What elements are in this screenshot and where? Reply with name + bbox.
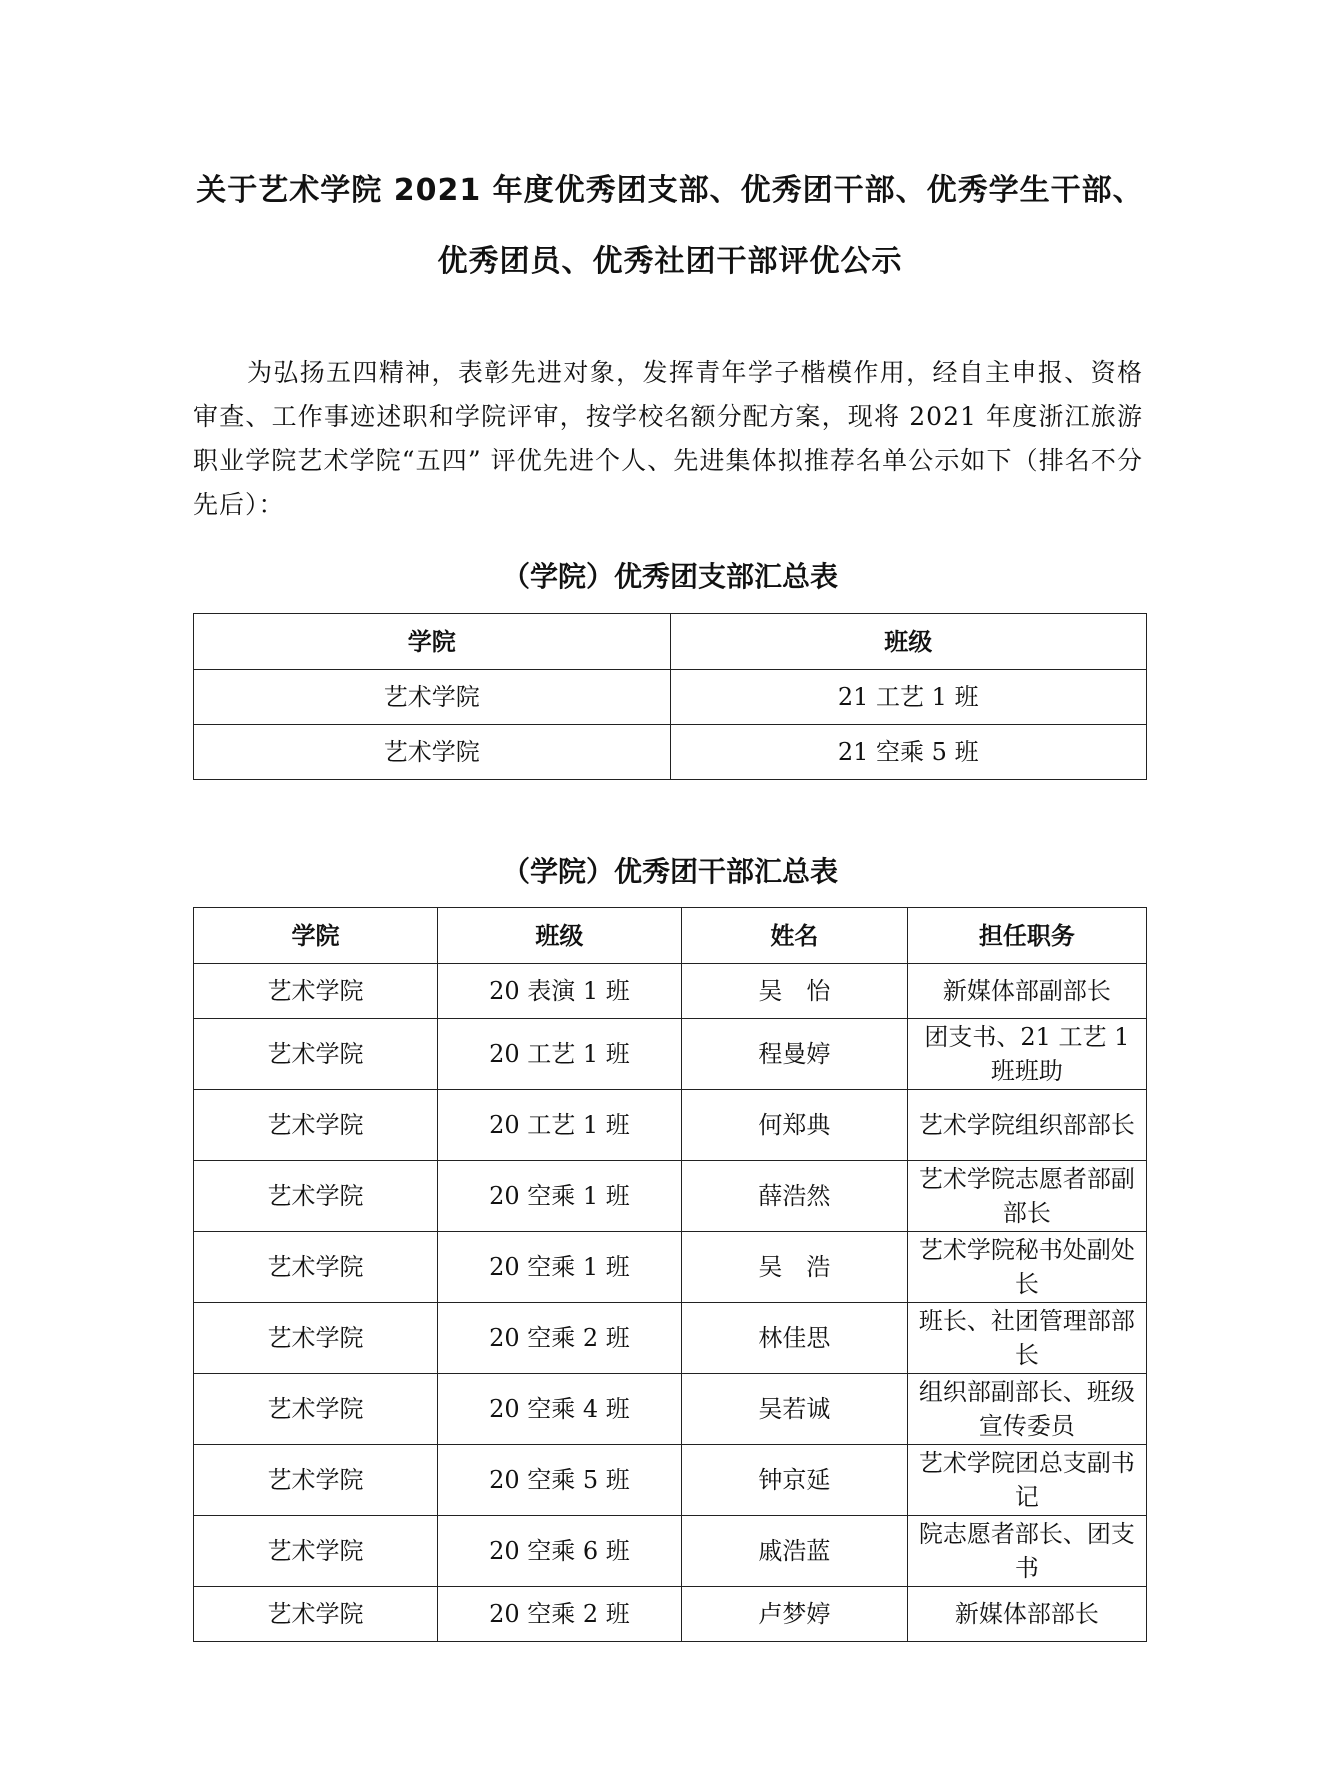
- cell-position: 班长、社团管理部部长: [907, 1303, 1146, 1374]
- table-row: [194, 725, 1147, 780]
- cell-college: 艺术学院: [194, 725, 671, 780]
- table-header-row: [194, 908, 1147, 964]
- cell-class: 20 工艺 1 班: [437, 1090, 681, 1161]
- table-row: [194, 1516, 1147, 1587]
- column-header-college: 学院: [194, 614, 671, 670]
- cell-position: 院志愿者部长、团支书: [907, 1516, 1146, 1587]
- cell-college: 艺术学院: [194, 1374, 438, 1445]
- cell-college: 艺术学院: [194, 1090, 438, 1161]
- cell-college: 艺术学院: [194, 1445, 438, 1516]
- branch-table-heading: （学院）优秀团支部汇总表: [501, 560, 838, 593]
- table-row: [194, 1374, 1147, 1445]
- intro-paragraph: 为弘扬五四精神，表彰先进对象，发挥青年学子楷模作用，经自主申报、资格审查、工作事迹述职和学院评审，按学校名额分配方案，现将 2021 年度浙江旅游职业学院艺术学院“五四” 评优先进个人、先进集体拟推荐名单公示如下（排名不分先后）：: [193, 358, 1143, 519]
- document-title-line-1: 关于艺术学院 2021 年度优秀团支部、优秀团干部、优秀学生干部、: [196, 173, 1144, 208]
- table-header-row: [194, 614, 1147, 670]
- table-row: [194, 1090, 1147, 1161]
- table-row: [194, 1445, 1147, 1516]
- cell-position: 团支书、21 工艺 1 班班助: [907, 1019, 1146, 1090]
- table-row: [194, 1019, 1147, 1090]
- cell-class: 21 空乘 5 班: [670, 725, 1147, 780]
- column-header-position: 担任职务: [907, 908, 1146, 964]
- cell-position: 艺术学院组织部部长: [907, 1090, 1146, 1161]
- cell-position: 艺术学院志愿者部副部长: [907, 1161, 1146, 1232]
- column-header-college: 学院: [194, 908, 438, 964]
- cell-class: 20 空乘 2 班: [437, 1587, 681, 1642]
- cell-class: 20 空乘 1 班: [437, 1161, 681, 1232]
- cell-class: 21 工艺 1 班: [670, 670, 1147, 725]
- cell-class: 20 空乘 1 班: [437, 1232, 681, 1303]
- cell-position: 艺术学院团总支副书记: [907, 1445, 1146, 1516]
- cell-name: 戚浩蓝: [681, 1516, 907, 1587]
- cell-college: 艺术学院: [194, 1019, 438, 1090]
- table-row: [194, 1161, 1147, 1232]
- cell-class: 20 表演 1 班: [437, 964, 681, 1019]
- cell-college: 艺术学院: [194, 670, 671, 725]
- cell-name: 何郑典: [681, 1090, 907, 1161]
- cell-college: 艺术学院: [194, 964, 438, 1019]
- cell-name: 林佳思: [681, 1303, 907, 1374]
- table-row: [194, 1303, 1147, 1374]
- cell-position: 新媒体部副部长: [907, 964, 1146, 1019]
- document-title-line-2: 优秀团员、优秀社团干部评优公示: [437, 244, 903, 279]
- column-header-class: 班级: [670, 614, 1147, 670]
- table-row: [194, 1232, 1147, 1303]
- table-row: [194, 964, 1147, 1019]
- table-row: [194, 670, 1147, 725]
- cell-class: 20 空乘 4 班: [437, 1374, 681, 1445]
- table-row: [194, 1587, 1147, 1642]
- cell-class: 20 空乘 2 班: [437, 1303, 681, 1374]
- cadre-table-heading: （学院）优秀团干部汇总表: [501, 855, 838, 888]
- cell-class: 20 空乘 6 班: [437, 1516, 681, 1587]
- column-header-name: 姓名: [681, 908, 907, 964]
- cell-name: 钟京延: [681, 1445, 907, 1516]
- cell-name: 薛浩然: [681, 1161, 907, 1232]
- cell-position: 组织部副部长、班级宣传委员: [907, 1374, 1146, 1445]
- cell-class: 20 工艺 1 班: [437, 1019, 681, 1090]
- cell-position: 艺术学院秘书处副处长: [907, 1232, 1146, 1303]
- cell-college: 艺术学院: [194, 1161, 438, 1232]
- cell-name: 吴 浩: [681, 1232, 907, 1303]
- cell-class: 20 空乘 5 班: [437, 1445, 681, 1516]
- cell-college: 艺术学院: [194, 1232, 438, 1303]
- excellent-cadre-table: [193, 907, 1147, 1642]
- cell-name: 卢梦婷: [681, 1587, 907, 1642]
- cell-name: 吴若诚: [681, 1374, 907, 1445]
- cell-college: 艺术学院: [194, 1303, 438, 1374]
- column-header-class: 班级: [437, 908, 681, 964]
- cell-college: 艺术学院: [194, 1587, 438, 1642]
- excellent-branch-table: [193, 613, 1147, 780]
- cell-name: 程曼婷: [681, 1019, 907, 1090]
- cell-college: 艺术学院: [194, 1516, 438, 1587]
- cell-position: 新媒体部部长: [907, 1587, 1146, 1642]
- cell-name: 吴 怡: [681, 964, 907, 1019]
